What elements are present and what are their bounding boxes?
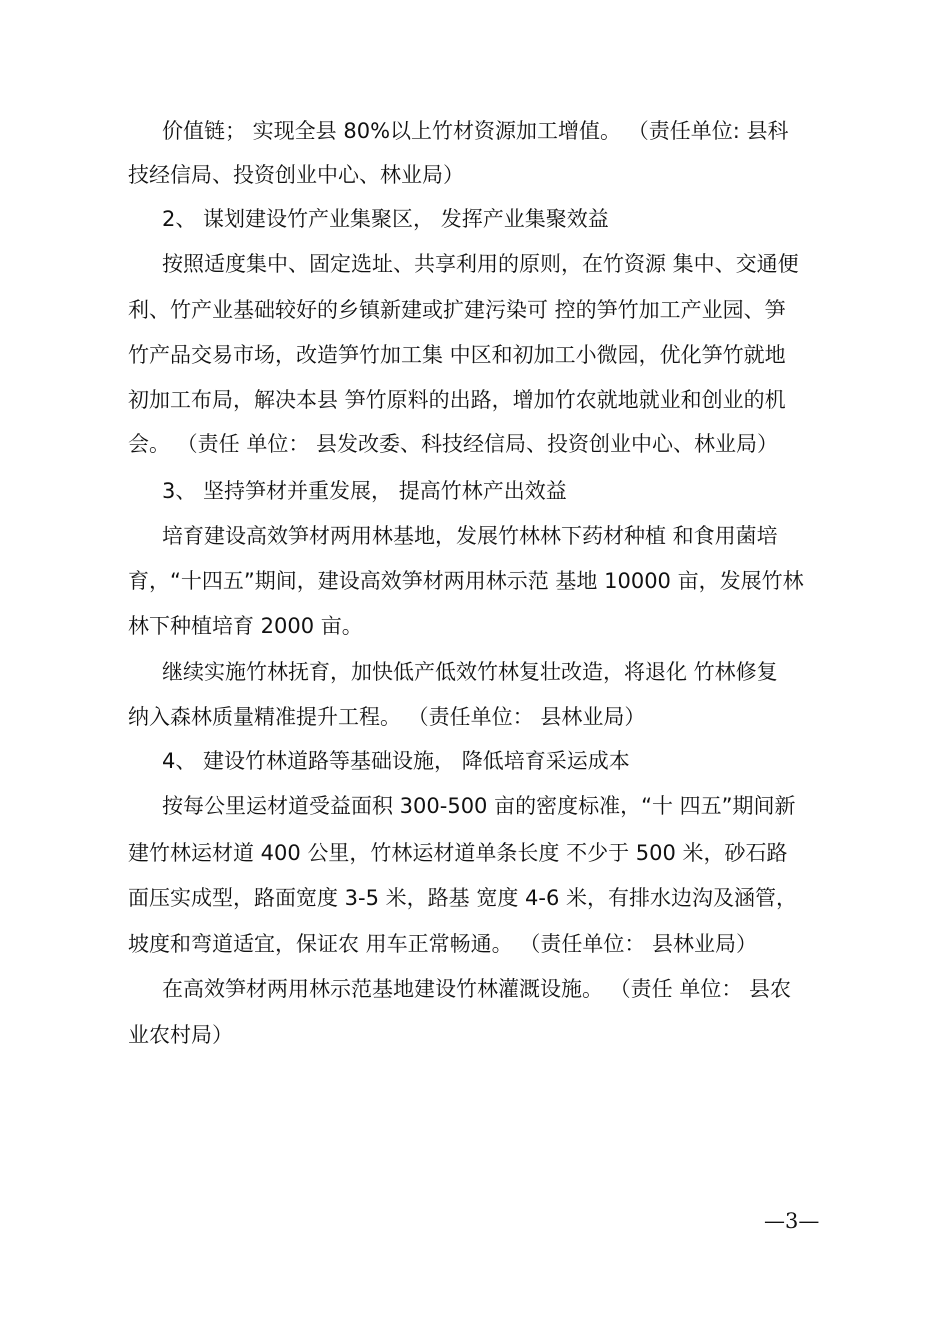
paragraph-line: 建竹林运材道 400 公里，竹林运材道单条长度 不少于 500 米，砂石路 [128,841,788,865]
paragraph-line: 纳入森林质量精准提升工程。 （责任单位： 县林业局） [128,705,646,729]
page-number: —3— [764,1209,820,1233]
section-heading: 2、 谋划建设竹产业集聚区， 发挥产业集聚效益 [162,207,609,231]
paragraph-line: 继续实施竹林抚育，加快低产低效竹林复壮改造，将退化 竹林修复 [162,660,778,684]
paragraph-line: 技经信局、投资创业中心、林业局） [128,163,464,187]
paragraph-line: 按每公里运材道受益面积 300-500 亩的密度标准，“十 四五”期间新 [162,794,796,818]
paragraph-line: 竹产品交易市场，改造笋竹加工集 中区和初加工小微园，优化笋竹就地 [128,343,786,367]
paragraph-line: 按照适度集中、固定选址、共享利用的原则，在竹资源 集中、交通便 [162,252,799,276]
section-heading: 3、 坚持笋材并重发展， 提高竹林产出效益 [162,479,567,503]
paragraph-line: 坡度和弯道适宜，保证农 用车正常畅通。 （责任单位： 县林业局） [128,932,758,956]
paragraph-line: 利、竹产业基础较好的乡镇新建或扩建污染可 控的笋竹加工产业园、笋 [128,298,786,322]
paragraph-line: 育，“十四五”期间，建设高效笋材两用林示范 基地 10000 亩，发展竹林 [128,569,804,593]
paragraph-line: 初加工布局，解决本县 笋竹原料的出路，增加竹农就地就业和创业的机 [128,388,786,412]
paragraph-line: 会。 （责任 单位： 县发改委、科技经信局、投资创业中心、林业局） [128,432,779,456]
paragraph-line: 在高效笋材两用林示范基地建设竹林灌溉设施。 （责任 单位： 县农 [162,977,792,1001]
paragraph-line: 业农村局） [128,1023,233,1047]
section-heading: 4、 建设竹林道路等基础设施， 降低培育采运成本 [162,749,630,773]
paragraph-line: 林下种植培育 2000 亩。 [128,614,363,638]
paragraph-line: 培育建设高效笋材两用林基地，发展竹林林下药材种植 和食用菌培 [162,524,778,548]
paragraph-line: 面压实成型，路面宽度 3-5 米，路基 宽度 4-6 米，有排水边沟及涵管， [128,886,797,910]
paragraph-line: 价值链； 实现全县 80%以上竹材资源加工增值。 （责任单位: 县科 [162,119,789,143]
